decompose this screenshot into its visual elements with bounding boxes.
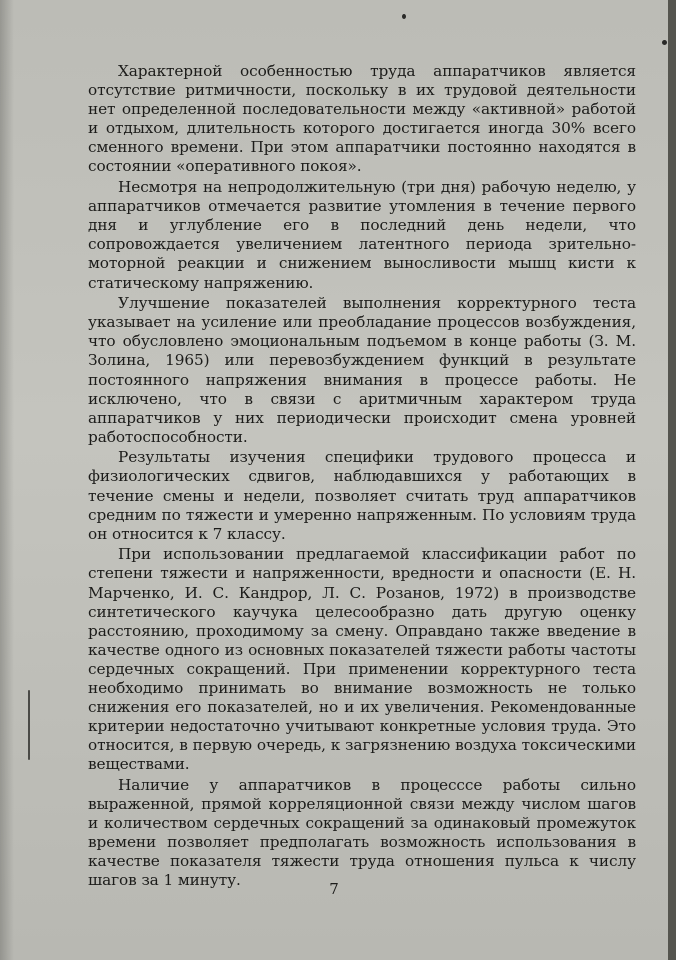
- paragraph-6: Наличие у аппаратчиков в процесссе работы сильно выраженной, прямой корреляционной связи между числом шагов и количеством сердечных сокращений за одинаковый промежуток времени позволяет предполагать возможность использования в качестве показателя тяжести труда отношения пульса к числу шагов за 1 минуту.: [88, 775, 636, 890]
- page-edge: [668, 0, 676, 960]
- ink-speck: [28, 690, 30, 760]
- ink-speck: [662, 40, 667, 45]
- paragraph-2: Несмотря на непродолжительную (три дня) рабочую неделю, у аппаратчиков отмечается развитие утомления в течение первого дня и углубление его в последний день недели, что сопровождается увеличением латентного периода зрительно-моторной реакции и снижением выносливости мышц кисти к статическому напряжению.: [88, 178, 636, 292]
- ink-speck: [402, 14, 406, 19]
- page-number: 7: [329, 880, 339, 898]
- paragraph-1: Характерной особенностью труда аппаратчиков является отсутствие ритмичности, поскольку в их трудовой деятельности нет определенной последовательности между «активной» работой и отдыхом, длительность которого достигается иногда 30% всего сменного времени. При этом аппаратчики постоянно находятся в состоянии «оперативного покоя».: [88, 62, 636, 176]
- paragraph-3: Улучшение показателей выполнения корректурного теста указывает на усиление или преобладание процессов возбуждения, что обусловлено эмоциональным подъемом в конце работы (З. М. Золина, 1965) или перевозбуждением функций в результате постоянного напряжения внимания в процессе работы. Не исключено, что в связи с аритмичным характером труда аппаратчиков у них периодически происходит смена уровней работоспособности.: [88, 294, 636, 446]
- paragraph-4: Результаты изучения специфики трудового процесса и физиологических сдвигов, наблюдавшихся у работающих в течение смены и недели, позволяет считать труд аппаратчиков средним по тяжести и умеренно напряженным. По условиям труда он относится к 7 классу.: [88, 448, 636, 543]
- paragraph-5: При использовании предлагаемой классификации работ по степени тяжести и напряженности, вредности и опасности (Е. Н. Марченко, И. С. Кандрор, Л. С. Розанов, 1972) в производстве синтетического каучука целесообразно дать другую оценку расстоянию, проходимому за смену. Оправдано также введение в качестве одного из основных показателей тяжести работы частоты сердечных сокращений. При применении корректурного теста необходимо принимать во внимание возможность не только снижения его показателей, но и их увеличения. Рекомендованные критерии недостаточно учитывают конкретные условия труда. Это относится, в первую очередь, к загрязнению воздуха токсическими веществами.: [88, 545, 636, 774]
- body-text: [88, 62, 636, 892]
